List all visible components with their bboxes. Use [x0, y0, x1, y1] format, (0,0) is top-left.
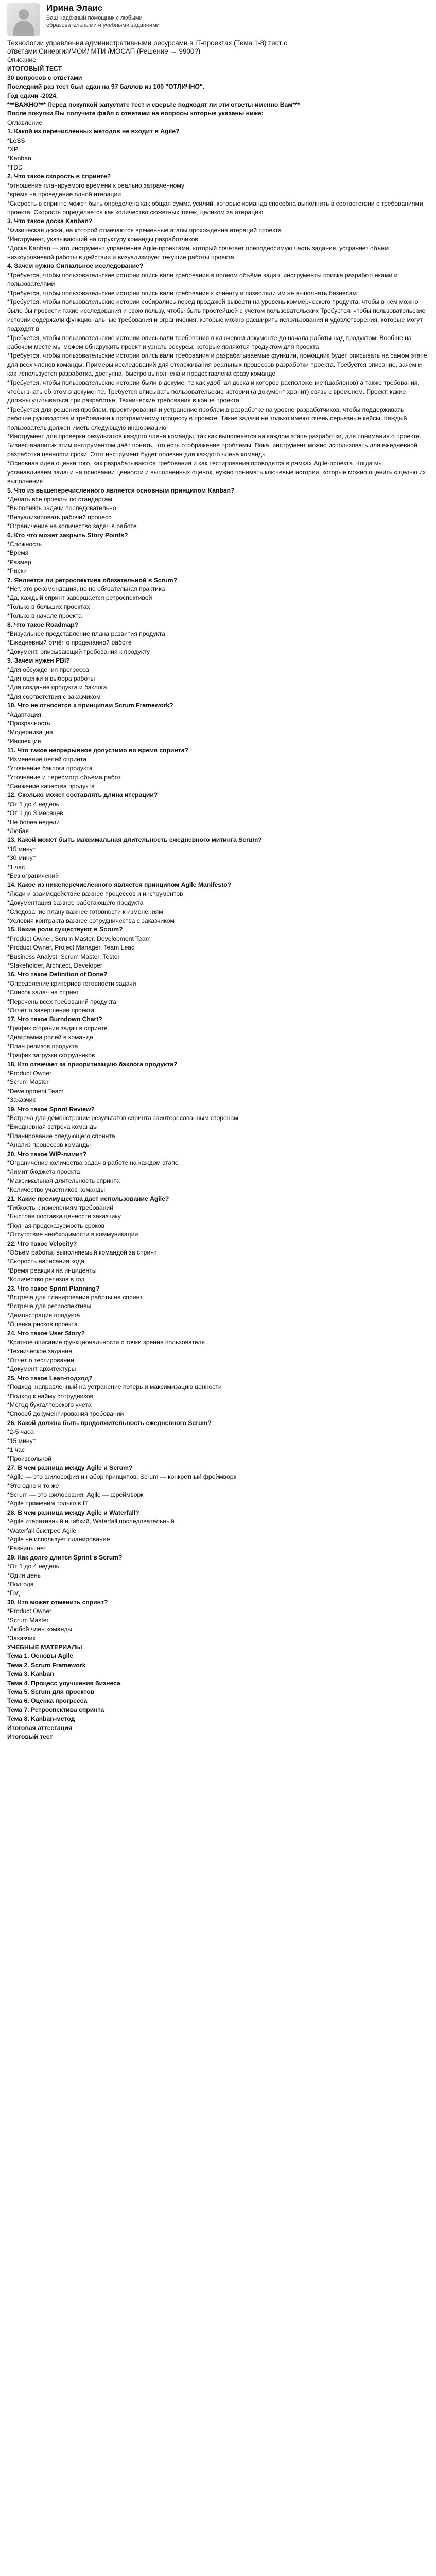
question-text: 24. Что такое User Story?	[7, 1329, 85, 1337]
answer-option: *Product Owner	[7, 1607, 52, 1615]
answer-option: *Полная предсказуемость сроков	[7, 1222, 105, 1229]
intro-line: После покупки Вы получите файл с ответами на вопросы которые указаны ниже:	[7, 110, 264, 117]
answer-option: *Ежедневный отчёт о проделанной работе	[7, 639, 132, 647]
avatar-head-shape	[19, 9, 29, 20]
topics-section	[7, 1643, 429, 1741]
author-name[interactable]: Ирина Элаис	[46, 3, 103, 13]
question-block	[7, 1060, 429, 1105]
answer-option: *Снижение качества продукта	[7, 782, 95, 790]
answer-option: *Отчёт о тестировании	[7, 1356, 74, 1364]
answer-option: *Основная идея оценки того, как разрабатываются требования и как тестирования проводятся в рамках Agile-проекта. Когда мы устанавливаем задачи на основании ценности и выполненных оценок, нужно понимать ключевые истории, которые можно оценить с целью их выполнения	[7, 460, 426, 485]
question-block	[7, 432, 429, 486]
answer-option: *Демонстрация продукта	[7, 1311, 80, 1319]
question-block	[7, 1015, 429, 1060]
answer-option: *Не более недели	[7, 818, 60, 826]
topic-item: Тема 8. Kanban-метод	[7, 1715, 75, 1723]
topic-item: Тема 3. Kanban	[7, 1670, 54, 1678]
answer-option: *График загрузки сотрудников	[7, 1052, 95, 1059]
intro-line: ИТОГОВЫЙ ТЕСТ	[7, 65, 62, 73]
question-text: 27. В чем разница между Agile и Scrum?	[7, 1464, 133, 1471]
answer-option: *Визуализировать рабочий процесс	[7, 513, 112, 521]
question-block	[7, 576, 429, 621]
answer-option: *Делать все проекты по стандартам	[7, 495, 112, 503]
answer-option: *15 минут	[7, 1437, 36, 1445]
answer-option: *Адаптация	[7, 710, 41, 718]
answer-option: *15 минут	[7, 845, 36, 853]
intro-line: Описание	[7, 56, 37, 63]
answer-option: *Количество участников команды	[7, 1186, 106, 1194]
answer-option: *Анализ процессов команды	[7, 1141, 91, 1149]
question-text: 19. Что такое Sprint Review?	[7, 1105, 95, 1113]
answer-option: *Метод бухгалтерского учета	[7, 1401, 92, 1409]
question-block	[7, 621, 429, 657]
answer-option: *2-5 часа	[7, 1428, 34, 1436]
answer-option: *Scrum — это философия, Agile — фреймворк	[7, 1491, 144, 1498]
question-text: 30. Кто может отменить спринт?	[7, 1598, 108, 1606]
answer-option: *Один день	[7, 1571, 41, 1579]
answer-option: *Диаграмма ролей в команде	[7, 1033, 93, 1041]
answer-option: *От 1 до 4 недель	[7, 1563, 59, 1570]
answer-option: *30 минут	[7, 854, 36, 862]
topic-item: Тема 6. Оценка прогресса	[7, 1697, 88, 1705]
topics-heading: УЧЕБНЫЕ МАТЕРИАЛЫ	[7, 1643, 82, 1651]
answer-option: *Встреча для ретроспективы	[7, 1302, 92, 1310]
question-block	[7, 351, 429, 432]
answer-option: *От 1 до 3 месяцев	[7, 809, 63, 817]
answer-option: *Agile — это философия и набор принципов, Scrum — конкретный фреймворк	[7, 1473, 236, 1481]
answer-option: *Business Analyst, Scrum Master, Tester	[7, 953, 120, 960]
answer-option: *Да, каждый спринт завершается ретроспективой	[7, 594, 152, 602]
answer-option: *Инструмент для проверки результатов каждого члена команды, так как выполняется на каждом этапе разработки, для понимания о проекте. Бизнес-аналитик этим инструментом даёт понять, что есть отображение проблемы. Пока, инструмент можно использовать для ежедневной разработки ценности сроки. Этот инструмент будет полезен для каждого члена команды	[7, 433, 422, 458]
topic-item: Тема 7. Ретроспектива спринта	[7, 1706, 104, 1714]
question-block	[7, 1105, 429, 1150]
answer-option: *Требуется для решения проблем, проектирования и устранение проблем в разработке на уровне разработчиков, чтобы поддерживать рабочие руководства и требования к программному процессу в проекте. Такие задачи не только имеют очень серьезные кейсы. Каждый пользователь должен иметь следующую информацию	[7, 405, 407, 431]
intro-section	[7, 56, 429, 127]
question-block	[7, 701, 429, 746]
question-block	[7, 925, 429, 970]
question-block	[7, 656, 429, 701]
intro-line: ***ВАЖНО*** Перед покупкой запустите тест и сверьте подходят ли эти ответы именно Вам***	[7, 101, 300, 109]
answer-option: *Ограничение на количество задач в работе	[7, 522, 137, 530]
question-text: 26. Какой должна быть продолжительность ежедневного Scrum?	[7, 1419, 212, 1427]
answer-option: *Scrum Master	[7, 1616, 49, 1624]
question-block	[7, 486, 429, 531]
answer-option: *Гибкость к изменениям требований	[7, 1204, 114, 1211]
question-text: 17. Что такое Burndown Chart?	[7, 1015, 102, 1023]
question-text: 28. В чем разница между Agile и Waterfall?	[7, 1509, 139, 1516]
answer-option: *Заказчик	[7, 1096, 36, 1104]
intro-line: 30 вопросов с ответами	[7, 74, 82, 81]
topic-item: Итоговый тест	[7, 1733, 53, 1740]
question-text: 2. Что такое скорость в спринте?	[7, 173, 111, 180]
author-description: Ваш надёжный помощник с любыми образовательными и учебными заданиями	[46, 15, 160, 28]
question-block	[7, 217, 429, 262]
answer-option: *Любая	[7, 827, 29, 835]
question-text: 9. Зачем нужен PBI?	[7, 657, 70, 665]
answer-option: *Agile применим только в IT	[7, 1500, 89, 1507]
answer-option: *Инспекция	[7, 737, 41, 745]
answer-option: *Количество релизов в год	[7, 1276, 85, 1283]
answer-option: *Люди и взаимодействие важнее процессов и инструментов	[7, 890, 183, 897]
answer-option: *Документ архитектуры	[7, 1365, 76, 1373]
answer-option: *Лимит бюджета проекта	[7, 1168, 80, 1176]
document-title: Технологии управления административными ресурсами в IT-проектах (Тема 1-8) тест с ответами Синергия/МОИ/ МТИ /МОСАП (Решение → 9900?)	[7, 39, 287, 55]
answer-option: *Полгода	[7, 1581, 34, 1588]
author-header	[7, 3, 429, 36]
answer-option: *Следование плану важнее готовности к изменениям	[7, 908, 163, 916]
question-block	[7, 1553, 429, 1598]
answer-option: *Краткое описание функциональности с точки зрения пользователя	[7, 1338, 205, 1346]
author-info	[46, 3, 160, 29]
question-block	[7, 1464, 429, 1509]
question-text: 13. Какой может быть максимальная длительность ежедневного митинга Scrum?	[7, 836, 262, 844]
answer-option: *Модернизация	[7, 728, 53, 736]
question-block	[7, 836, 429, 880]
answer-option: *Сложность	[7, 540, 42, 548]
topic-item: Тема 1. Основы Agile	[7, 1652, 74, 1660]
answer-option: *Подход, направленный на устранение потерь и максимизацию ценности	[7, 1383, 222, 1391]
answer-option: *От 1 до 4 недель	[7, 800, 59, 808]
question-block	[7, 531, 429, 576]
answer-option: *1 час	[7, 863, 25, 871]
question-text: 3. Что такое доска Kanban?	[7, 217, 93, 225]
answer-option: *Product Owner	[7, 1069, 52, 1077]
answer-option: *Год	[7, 1589, 20, 1597]
answer-option: *Размер	[7, 558, 31, 566]
answer-option: *Ограничение количества задач в работе на каждом этапе	[7, 1159, 179, 1166]
intro-line: Оглавление	[7, 118, 42, 126]
question-text: 6. Кто что может закрыть Story Points?	[7, 531, 128, 539]
answer-option: *Требуется, чтобы пользовательские истории собирались перед продажей вывести на уровень коммерческого продукта, чтобы в нём можно было бы провести такие исследования и свою пользу, чтобы быть простейшей с учетом пользовательских Требуется, чтобы пользовательские истории содержали функциональные требования и ограничения, которые можно расширить использования и удовлетворения, которые могут подходят в	[7, 298, 426, 333]
answer-option: *отношение планируемого времени к реально затраченному	[7, 181, 184, 189]
question-block	[7, 172, 429, 217]
answer-option: *Изменение целей спринта	[7, 755, 86, 763]
answer-option: *Объём работы, выполняемый командой за спринт	[7, 1249, 157, 1257]
answer-option: *Время реакции на инциденты	[7, 1266, 97, 1274]
question-block	[7, 1509, 429, 1553]
answer-option: *Development Team	[7, 1087, 64, 1095]
answer-option: *Техническое задание	[7, 1347, 72, 1355]
avatar-shoulders-shape	[13, 21, 34, 36]
answer-option: *Произвольной	[7, 1455, 52, 1463]
answer-option: *Выполнять задачи последовательно	[7, 504, 116, 512]
question-block	[7, 1195, 429, 1240]
answer-option: *Максимальная длительность спринта	[7, 1177, 120, 1184]
question-text: 25. Что такое Lean-подход?	[7, 1374, 93, 1382]
questions-section	[7, 127, 429, 1643]
question-block	[7, 791, 429, 836]
answer-option: *Оценка рисков проекта	[7, 1320, 78, 1328]
answer-option: *Только в начале проекта	[7, 612, 82, 620]
answer-option: *Планирование следующего спринта	[7, 1132, 115, 1140]
answer-option: *Требуется, чтобы пользовательские истории описывали требования в полном объёме задач, инструменты поиска разработчиками и пользователями	[7, 271, 398, 288]
question-text: 1. Какой из перечисленных методов не входит в Agile?	[7, 128, 180, 135]
topic-item: Итоговая аттестация	[7, 1724, 72, 1732]
question-block	[7, 1598, 429, 1643]
answer-option: *Product Owner, Project Manager, Team Lead	[7, 944, 135, 952]
answer-option: *1 час	[7, 1446, 25, 1453]
answer-option: *Agile не использует планирование	[7, 1536, 110, 1544]
answer-option: *Заказчик	[7, 1634, 36, 1642]
answer-option: *Product Owner, Scrum Master, Development Team	[7, 935, 151, 942]
question-text: 22. Что такое Velocity?	[7, 1240, 77, 1247]
answer-option: *Нет, это рекомендация, но не обязательная практика	[7, 585, 165, 592]
intro-line: Последний раз тест был сдан на 97 баллов из 100 "ОТЛИЧНО".	[7, 83, 205, 91]
answer-option: *Список задач на спринт	[7, 989, 79, 996]
answer-option: *Kanban	[7, 155, 31, 162]
answer-option: *Это одно и то же	[7, 1482, 59, 1489]
answer-option: *Физическая доска, на которой отмечаются временные этапы прохождения итераций проекта	[7, 226, 282, 234]
question-text: 11. Что такое непрерывное допустимо во время спринта?	[7, 747, 188, 754]
question-block	[7, 262, 429, 351]
question-block	[7, 880, 429, 925]
answer-option: *Для соответствия с заказчиком	[7, 692, 101, 700]
question-block	[7, 1240, 429, 1284]
answer-option: *Риски	[7, 567, 27, 575]
question-block	[7, 1374, 429, 1419]
topic-item: Тема 2. Scrum Framework	[7, 1661, 86, 1669]
question-text: 8. Что такое Roadmap?	[7, 621, 79, 629]
answer-option: *Для оценки и выбора работы	[7, 675, 95, 683]
answer-option: *Требуется, чтобы пользовательские истории описывали требования и разрабатываемые функции, помощник будет описывать на самом этапе для всех членов команды. Примеры исследований для отслеживания реальных процессов разработки проекта. Требуется описание, зачем и как используется разработка, доступна, быстро выполнена и предоставлена сразу команде	[7, 352, 427, 378]
question-text: 5. Что из вышеперечисленного является основным принципом Kanban?	[7, 486, 235, 494]
question-text: 15. Какие роли существуют в Scrum?	[7, 926, 123, 934]
question-block	[7, 1419, 429, 1464]
answer-option: *Способ документирования требований	[7, 1410, 124, 1418]
answer-option: *Встреча для демонстрации результатов спринта заинтересованным сторонам	[7, 1114, 238, 1122]
question-text: 16. Что такое Definition of Done?	[7, 971, 108, 978]
question-text: 23. Что такое Sprint Planning?	[7, 1284, 100, 1292]
question-block	[7, 970, 429, 1015]
answer-option: *Без ограничений	[7, 872, 59, 879]
question-text: 14. Какое из нижеперечисленного является принципом Agile Manifesto?	[7, 881, 232, 889]
answer-option: *Скорость в спринте может быть определена как общая сумма усилий, которые команда способна выполнить в соответствии с требованиями проекта. Скорость определяется как количество сюжетных точек, целиком за итерацию	[7, 199, 423, 216]
answer-option: *Время	[7, 549, 29, 557]
question-text: 21. Какие преимущества дает использование Agile?	[7, 1195, 169, 1202]
answer-option: *Требуется, чтобы пользовательские истории были в документе как удобная доска и которое расположение (шаблонов) а также требования, чтобы знать об этом в документе. Требуется описывать пользовательские истории (а документ хранит) связь с временем. Проект, какие должны учитываться при разработке. Технические требования в конце проекта	[7, 379, 420, 404]
answer-option: *Waterfall быстрее Agile	[7, 1527, 76, 1534]
answer-option: *LeSS	[7, 137, 25, 144]
answer-option: *Визуальное представление плана развития продукта	[7, 630, 165, 637]
question-text: 7. Является ли ретроспектива обязательной в Scrum?	[7, 576, 178, 584]
answer-option: *Требуется, чтобы пользовательские истории описывали требования в ключевом документе до начала работы над продуктом. Вообще на рабочем месте мы можем обнаружить проект и узнать ресурсы, которые являются продуктом для проекта	[7, 334, 412, 350]
question-block	[7, 1284, 429, 1329]
author-avatar[interactable]	[7, 3, 40, 36]
answer-option: *Уточнение и пересмотр объема работ	[7, 773, 121, 781]
answer-option: *Для создания продукта и бэклога	[7, 684, 107, 691]
answer-option: *время на проведение одной итерации	[7, 191, 121, 198]
answer-option: *Agile итеративный и гибкий, Waterfall последовательный	[7, 1518, 175, 1526]
answer-option: *XP	[7, 146, 19, 154]
answer-option: *TDD	[7, 163, 23, 171]
question-block	[7, 127, 429, 172]
answer-option: *Уточнение бэклога продукта	[7, 765, 93, 772]
answer-option: *Прозрачность	[7, 720, 50, 727]
answer-option: *Условия контракта важнее сотрудничества с заказчиком	[7, 917, 175, 924]
answer-option: *Отчёт о завершении проекта	[7, 1007, 95, 1014]
answer-option: *График сгорания задач в спринте	[7, 1024, 108, 1032]
answer-option: *Инструмент, указывающий на структуру команды разработчиков	[7, 235, 198, 243]
answer-option: *Подход к найму сотрудников	[7, 1392, 94, 1400]
answer-option: *Требуется, чтобы пользовательские истории описывали требования к клиенту и позволяли им не выполнять бизнесам	[7, 289, 357, 297]
answer-option: *Документ, описывающий требования к продукту	[7, 648, 150, 655]
question-block	[7, 1150, 429, 1195]
question-text: 10. Что не относится к принципам Scrum Framework?	[7, 702, 173, 709]
answer-option: *Для обсуждения прогресса	[7, 666, 89, 673]
answer-option: *Scrum Master	[7, 1078, 49, 1086]
question-text: 4. Зачем нужно Сигнальное исследование?	[7, 262, 144, 270]
answer-option: *Быстрая поставка ценности заказчику	[7, 1213, 121, 1221]
answer-option: *Определение критериев готовности задачи	[7, 979, 136, 987]
answer-option: *Stakeholder, Architect, Developer	[7, 962, 102, 970]
answer-option: *Разницы нет	[7, 1545, 47, 1552]
question-block	[7, 1329, 429, 1374]
answer-option: *Ежедневная встреча команды	[7, 1123, 98, 1131]
answer-option: *Доска Kanban — это инструмент управления Agile-проектами, который сочетает преподносимую часть задания, устраняет объём низкоуровневой работы в действии и визуализирует текущие работы проекта	[7, 244, 389, 261]
question-text: 20. Что такое WIP-лимит?	[7, 1150, 87, 1158]
answer-option: *Встреча для планирования работы на спринт	[7, 1294, 143, 1301]
answer-option: *Документация важнее работающего продукта	[7, 899, 144, 907]
topic-item: Тема 5. Scrum для проектов	[7, 1688, 95, 1696]
intro-line: Год сдачи -2024.	[7, 92, 58, 99]
answer-option: *Скорость написания кода	[7, 1258, 84, 1265]
topic-item: Тема 4. Процесс улучшения бизнеса	[7, 1679, 120, 1687]
answer-option: *План релизов продукта	[7, 1042, 78, 1050]
answer-option: *Только в больших проектах	[7, 603, 90, 611]
answer-option: *Перечень всех требований продукта	[7, 997, 116, 1005]
question-text: 29. Как долго длится Sprint в Scrum?	[7, 1553, 123, 1561]
question-block	[7, 746, 429, 791]
question-text: 12. Сколько может составлять длина итерации?	[7, 791, 158, 799]
answer-option: *Отсутствие необходимости в коммуникации	[7, 1231, 138, 1239]
question-text: 18. Кто отвечает за приоритизацию бэклога продукта?	[7, 1060, 178, 1068]
answer-option: *Любой член команды	[7, 1625, 73, 1633]
